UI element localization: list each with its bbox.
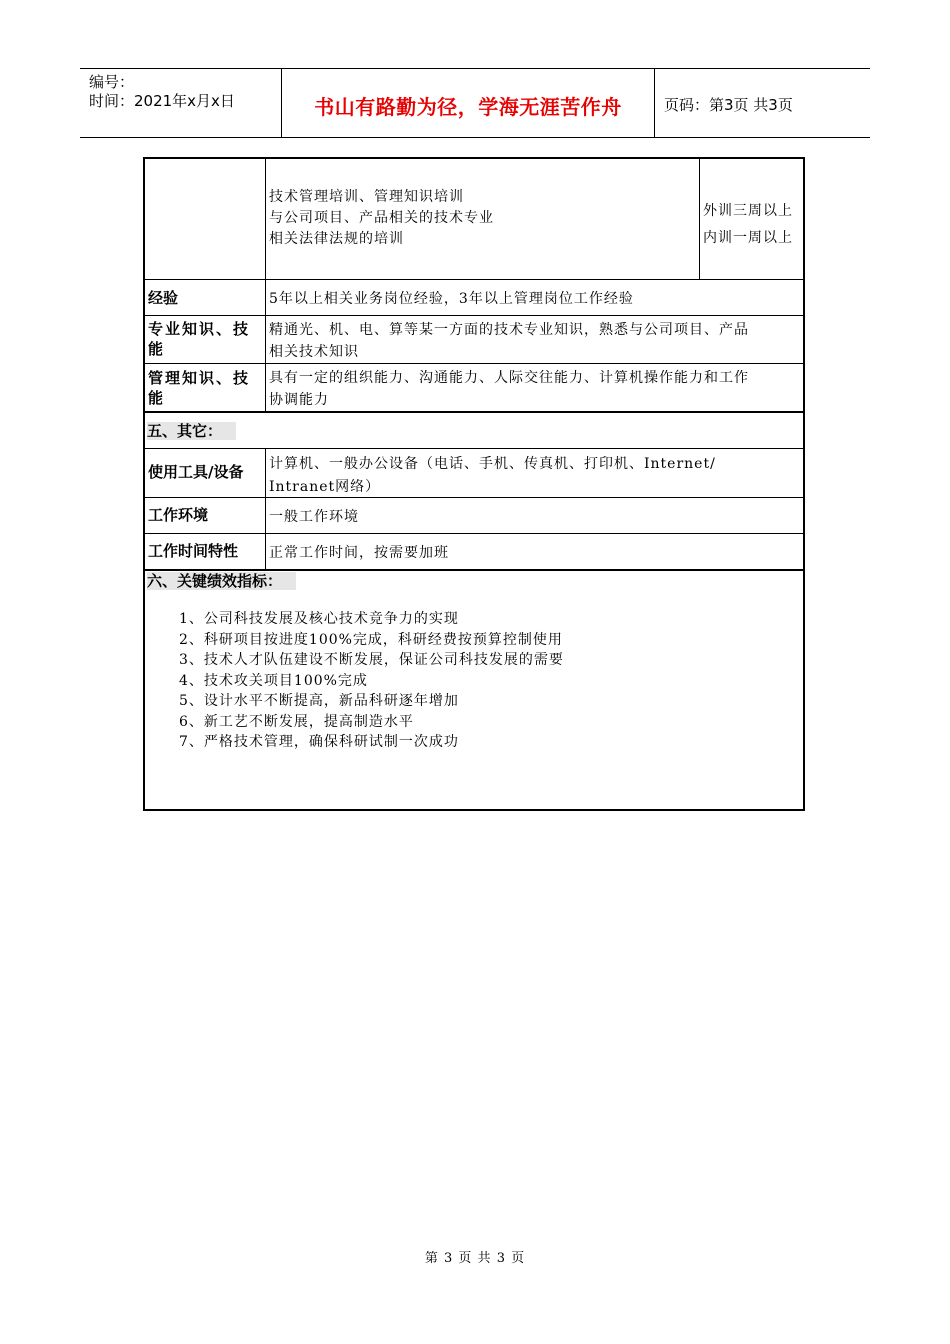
label-line: 专业知识、技 <box>148 320 251 338</box>
value-line: Intranet网络） <box>269 479 381 495</box>
value-line: 相关技术知识 <box>269 344 359 360</box>
motto: 书山有路勤为径，学海无涯苦作舟 <box>314 95 622 119</box>
kpi-item: 7、严格技术管理，确保科研试制一次成功 <box>179 734 459 750</box>
section5-title-wrap <box>147 421 236 442</box>
training-line: 相关法律法规的培训 <box>269 231 404 247</box>
job-description-table <box>143 157 805 811</box>
professional-skills-label <box>148 319 250 359</box>
label-line: 能 <box>148 389 166 407</box>
training-duration <box>703 198 793 252</box>
kpi-item: 2、科研项目按进度100%完成，科研经费按预算控制使用 <box>179 631 563 648</box>
section6-title: 六、关键绩效指标： <box>147 572 296 590</box>
divider-v <box>265 159 266 279</box>
section6-title-wrap <box>147 571 296 592</box>
duration-line: 内训一周以上 <box>703 230 793 246</box>
header-page-cell <box>655 69 870 137</box>
management-skills-value <box>269 367 749 411</box>
tools-value <box>269 453 716 499</box>
divider-h <box>145 448 803 449</box>
page-footer: 第 3 页 共 3 页 <box>424 1251 526 1266</box>
kpi-item: 6、新工艺不断发展，提高制造水平 <box>179 713 414 730</box>
divider-h <box>145 315 803 316</box>
value-line: 协调能力 <box>269 392 329 408</box>
time-label: 时间：2021年x月x日 <box>89 92 235 110</box>
duration-line: 外训三周以上 <box>703 203 793 219</box>
page-header <box>80 68 870 138</box>
divider-h <box>145 411 803 413</box>
divider-h <box>145 363 803 364</box>
tools-label: 使用工具/设备 <box>148 463 244 481</box>
training-line: 与公司项目、产品相关的技术专业 <box>269 210 494 226</box>
value-line: 计算机、一般办公设备（电话、手机、传真机、打印机、Internet/ <box>269 456 716 472</box>
divider-v <box>265 279 266 411</box>
management-skills-label <box>148 368 250 408</box>
work-environment-label: 工作环境 <box>148 506 209 524</box>
label-line: 管理知识、技 <box>148 369 251 387</box>
kpi-list <box>179 609 564 753</box>
kpi-item: 1、公司科技发展及核心技术竞争力的实现 <box>179 611 459 627</box>
experience-value: 5年以上相关业务岗位经验，3年以上管理岗位工作经验 <box>269 291 634 307</box>
section5-title: 五、其它： <box>147 422 236 440</box>
kpi-item: 4、技术攻关项目100%完成 <box>179 672 368 689</box>
kpi-item: 5、设计水平不断提高，新品科研逐年增加 <box>179 693 459 709</box>
experience-label: 经验 <box>148 289 179 307</box>
divider-v <box>265 448 266 569</box>
work-time-label: 工作时间特性 <box>148 542 239 560</box>
divider-h <box>145 279 803 280</box>
value-line: 精通光、机、电、算等某一方面的技术专业知识，熟悉与公司项目、产品 <box>269 322 749 338</box>
divider-v <box>699 159 700 279</box>
label-line: 能 <box>148 340 166 358</box>
value-line: 具有一定的组织能力、沟通能力、人际交往能力、计算机操作能力和工作 <box>269 370 749 386</box>
page-number-label: 页码：第3页 共3页 <box>664 96 793 114</box>
divider-h <box>145 533 803 534</box>
header-meta <box>80 69 281 137</box>
training-content <box>269 187 494 250</box>
number-label: 编号： <box>89 73 135 91</box>
work-environment-value: 一般工作环境 <box>269 509 359 525</box>
training-line: 技术管理培训、管理知识培训 <box>269 189 464 205</box>
work-time-value: 正常工作时间，按需要加班 <box>269 545 449 561</box>
kpi-item: 3、技术人才队伍建设不断发展，保证公司科技发展的需要 <box>179 652 564 668</box>
header-motto-cell <box>281 69 655 137</box>
professional-skills-value <box>269 319 749 363</box>
